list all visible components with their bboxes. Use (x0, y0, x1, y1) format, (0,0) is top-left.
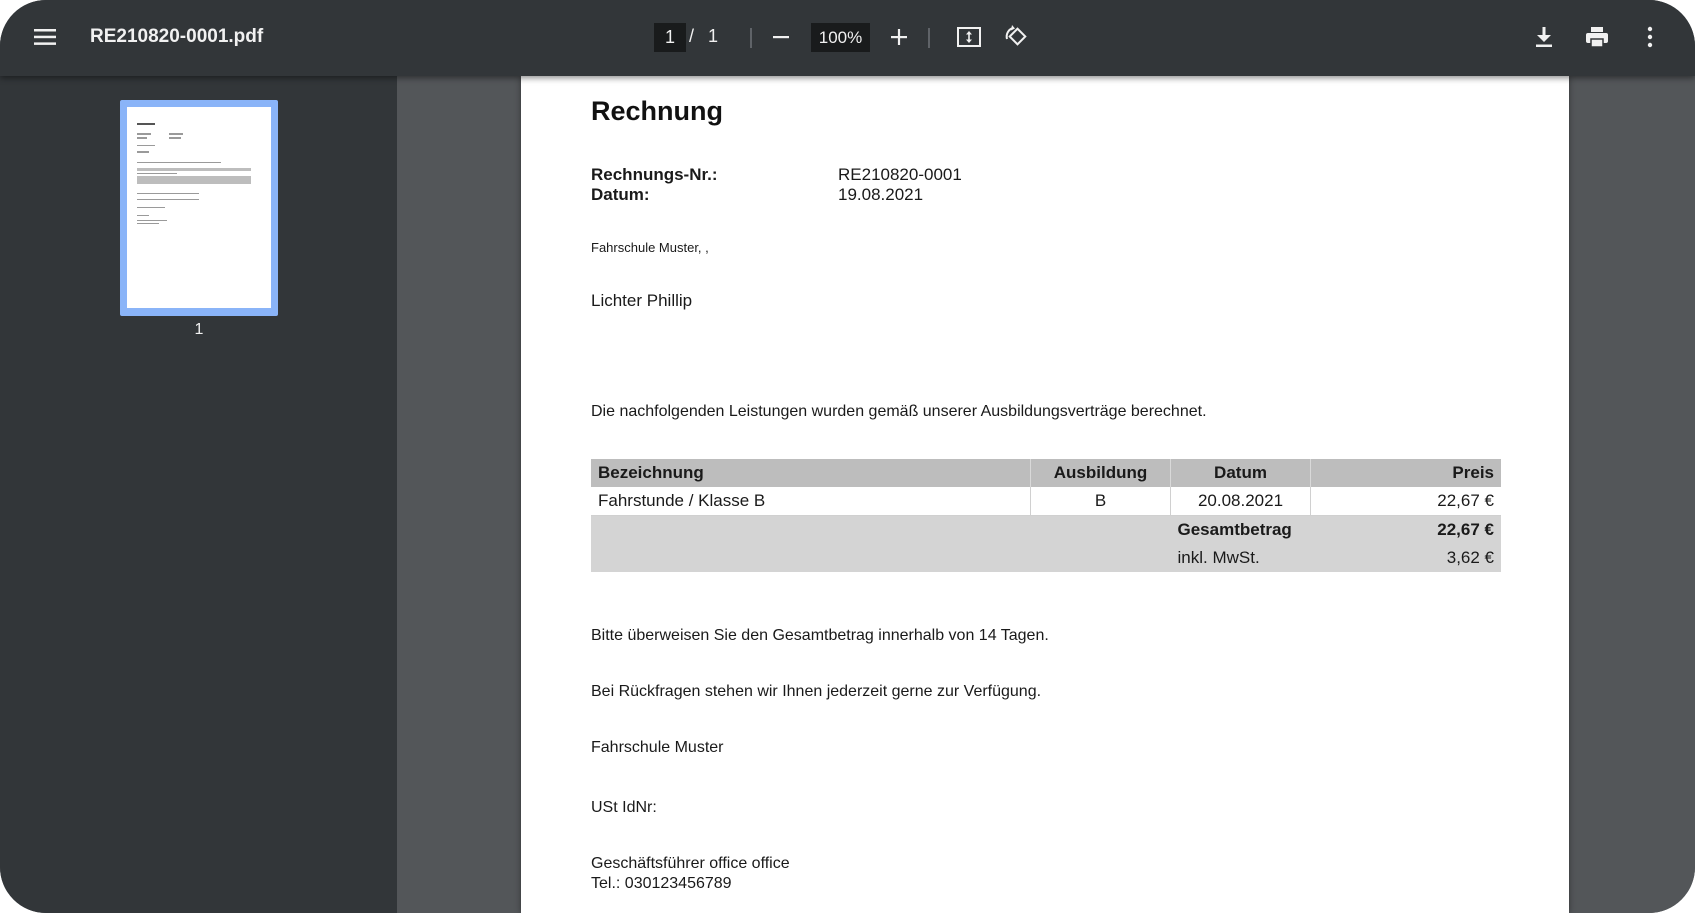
download-button[interactable] (1528, 20, 1560, 54)
print-button[interactable] (1580, 20, 1614, 54)
invoice-number-value: RE210820-0001 (838, 165, 962, 184)
vat-row (591, 544, 1501, 572)
menu-icon (33, 27, 57, 47)
questions-note: Bei Rückfragen stehen wir Ihnen jederzeit gerne zur Verfügung. (591, 683, 1042, 700)
document-title: Rechnung (591, 96, 723, 126)
invoice-number-label: Rechnungs-Nr.: (591, 165, 718, 184)
vat-value: 3,62 € (1311, 544, 1502, 572)
date-value: 19.08.2021 (838, 185, 924, 204)
managing-director: Geschäftsführer office office (591, 855, 790, 872)
page-number-input[interactable]: 1 (654, 23, 686, 52)
header-datum: Datum (1171, 459, 1311, 487)
page-separator: / (689, 26, 695, 46)
invoice-table (591, 459, 1501, 572)
cell-ausbildung: B (1031, 487, 1171, 516)
page-total: 1 (708, 26, 719, 46)
sender-line: Fahrschule Muster, , (591, 240, 709, 255)
cell-datum: 20.08.2021 (1171, 487, 1311, 516)
toolbar-divider (750, 28, 752, 48)
header-bezeichnung: Bezeichnung (591, 459, 1031, 487)
signature: Fahrschule Muster (591, 739, 724, 756)
download-icon (1533, 25, 1555, 49)
table-header-row (591, 459, 1501, 487)
vat-label: inkl. MwSt. (1171, 544, 1311, 572)
payment-note: Bitte überweisen Sie den Gesamtbetrag innerhalb von 14 Tagen. (591, 627, 1049, 644)
menu-button[interactable] (28, 20, 62, 54)
rotate-icon (1003, 24, 1029, 50)
cell-preis: 22,67 € (1311, 487, 1502, 516)
header-ausbildung: Ausbildung (1031, 459, 1171, 487)
table-row (591, 487, 1501, 516)
toolbar-divider (928, 28, 930, 48)
thumbnail-sidebar (0, 76, 397, 913)
zoom-in-button[interactable] (884, 20, 914, 54)
document-viewer[interactable] (397, 76, 1695, 913)
print-icon (1584, 25, 1610, 49)
total-label: Gesamtbetrag (1171, 516, 1311, 545)
zoom-level-input[interactable]: 100% (811, 23, 870, 52)
more-options-button[interactable] (1637, 20, 1663, 54)
page-thumbnail[interactable] (120, 100, 278, 316)
vat-spacer (591, 544, 1031, 572)
phone: Tel.: 030123456789 (591, 875, 732, 892)
pdf-page (521, 76, 1569, 913)
vat-id: USt IdNr: (591, 799, 657, 816)
toolbar (0, 0, 1695, 76)
rotate-button[interactable] (1000, 20, 1032, 54)
total-spacer (1031, 516, 1171, 545)
total-row (591, 516, 1501, 545)
header-preis: Preis (1311, 459, 1502, 487)
intro-text: Die nachfolgenden Leistungen wurden gemäß unserer Ausbildungsverträge berechnet. (591, 403, 1207, 420)
more-icon (1646, 26, 1654, 48)
fit-page-icon (956, 26, 982, 48)
file-name: RE210820-0001.pdf (90, 26, 264, 47)
date-label: Datum: (591, 185, 650, 204)
fit-to-page-button[interactable] (953, 20, 985, 54)
vat-spacer (1031, 544, 1171, 572)
total-value: 22,67 € (1311, 516, 1502, 545)
zoom-in-icon (889, 27, 909, 47)
recipient-name: Lichter Phillip (591, 291, 693, 310)
thumbnail-page-preview (127, 107, 271, 308)
zoom-out-button[interactable] (766, 20, 796, 54)
cell-bezeichnung: Fahrstunde / Klasse B (591, 487, 1031, 516)
zoom-out-icon (771, 27, 791, 47)
total-spacer (591, 516, 1031, 545)
thumbnail-page-number: 1 (194, 321, 204, 338)
